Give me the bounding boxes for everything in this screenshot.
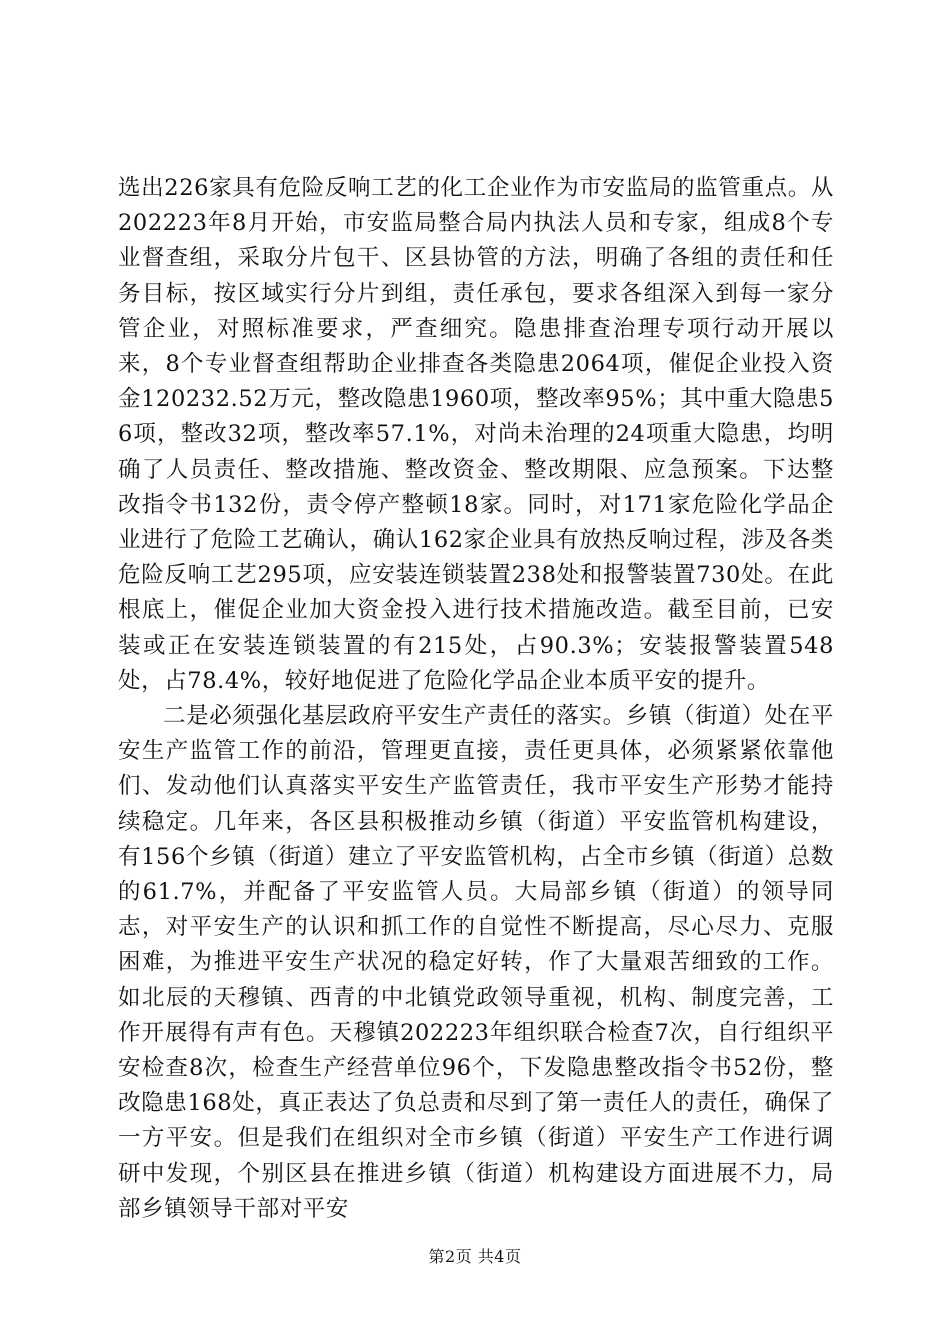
page-footer: 第2页 共4页 [428, 1247, 522, 1266]
body-text [118, 171, 834, 1227]
paragraph-continuation: 选出226家具有危险反响工艺的化工企业作为市安监局的监管重点。从202223年8月开始，市安监局整合局内执法人员和专家，组成8个专业督查组，采取分片包干、区县协管的方法，明确了各组的责任和任务目标，按区域实行分片到组，责任承包，要求各组深入到每一家分管企业，对照标准要求，严查细究。隐患排查治理专项行动开展以来，8个专业督查组帮助企业排查各类隐患2064项，催促企业投入资金120232.52万元，整改隐患1960项，整改率95%；其中重大隐患56项，整改32项，整改率57.1%，对尚未治理的24项重大隐患，均明确了人员责任、整改措施、整改资金、整改期限、应急预案。下达整改指令书132份，责令停产整顿18家。同时，对171家危险化学品企业进行了危险工艺确认，确认162家企业具有放热反响过程，涉及各类危险反响工艺295项，应安装连锁装置238处和报警装置730处。在此根底上，催促企业加大资金投入进行技术措施改造。截至目前，已安装或正在安装连锁装置的有215处，占90.3%；安装报警装置548处，占78.4%，较好地促进了危险化学品企业本质平安的提升。 [118, 175, 834, 694]
paragraph-grassroots-responsibility: 二是必须强化基层政府平安生产责任的落实。乡镇（街道）处在平安生产监管工作的前沿，管理更直接，责任更具体，必须紧紧依靠他们、发动他们认真落实平安生产监管责任，我市平安生产形势才能持续稳定。几年来，各区县积极推动乡镇（街道）平安监管机构建设，有156个乡镇（街道）建立了平安监管机构，占全市乡镇（街道）总数的61.7%，并配备了平安监管人员。大局部乡镇（街道）的领导同志，对平安生产的认识和抓工作的自觉性不断提高，尽心尽力、克服困难，为推进平安生产状况的稳定好转，作了大量艰苦细致的工作。如北辰的天穆镇、西青的中北镇党政领导重视，机构、制度完善，工作开展得有声有色。天穆镇202223年组织联合检查7次，自行组织平安检查8次，检查生产经营单位96个，下发隐患整改指令书52份，整改隐患168处，真正表达了负总责和尽到了第一责任人的责任，确保了一方平安。但是我们在组织对全市乡镇（街道）平安生产工作进行调研中发现，个别区县在推进乡镇（街道）机构建设方面进展不力，局部乡镇领导干部对平安 [118, 703, 834, 1222]
